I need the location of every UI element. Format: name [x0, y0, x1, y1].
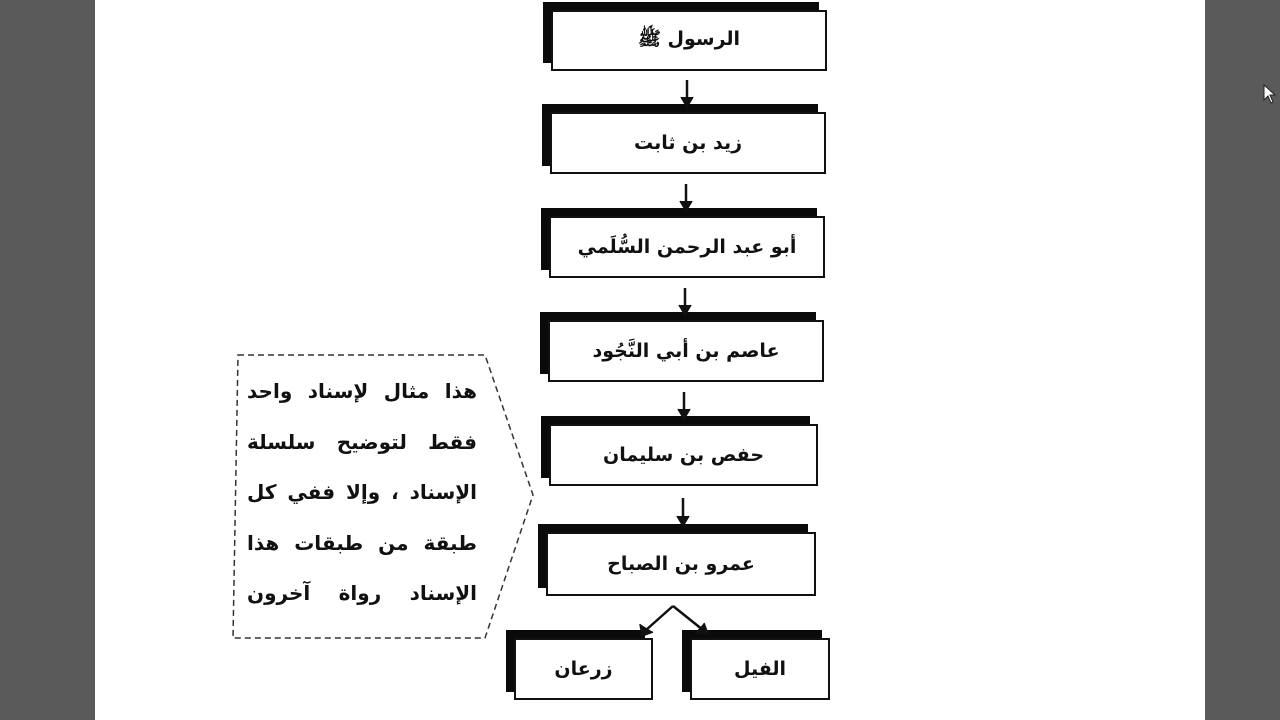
callout-line: هذا مثال لإسناد واحد	[247, 379, 477, 403]
chain-node-label: عاصم بن أبي النَّجُود	[548, 320, 824, 382]
chain-node-label: عمرو بن الصباح	[546, 532, 816, 596]
chain-node-hafs	[549, 424, 818, 486]
branch-node-alfil	[690, 638, 830, 700]
chain-node-zayd	[550, 112, 826, 174]
chain-node-label: حفص بن سليمان	[549, 424, 818, 486]
branch-node-label: زرعان	[514, 638, 653, 700]
chain-node-asim	[548, 320, 824, 382]
branch-node-label: الفيل	[690, 638, 830, 700]
callout-line: الإسناد رواة آخرون	[247, 581, 477, 605]
chain-node-label: زيد بن ثابت	[550, 112, 826, 174]
callout-note	[247, 366, 477, 619]
chain-node-prophet	[551, 10, 827, 71]
chain-node-abu-abd-alrahman	[549, 216, 825, 278]
chain-node-label: أبو عبد الرحمن السُّلَمي	[549, 216, 825, 278]
branch-node-zaraan	[514, 638, 653, 700]
callout-line: الإسناد ، وإلا ففي كل	[247, 480, 477, 504]
chain-node-amr	[546, 532, 816, 596]
chain-node-label: الرسول ﷺ	[551, 10, 827, 71]
mouse-cursor-icon	[1263, 84, 1277, 104]
callout-line: فقط لتوضيح سلسلة	[247, 429, 477, 454]
callout-line: طبقة من طبقات هذا	[247, 530, 477, 555]
